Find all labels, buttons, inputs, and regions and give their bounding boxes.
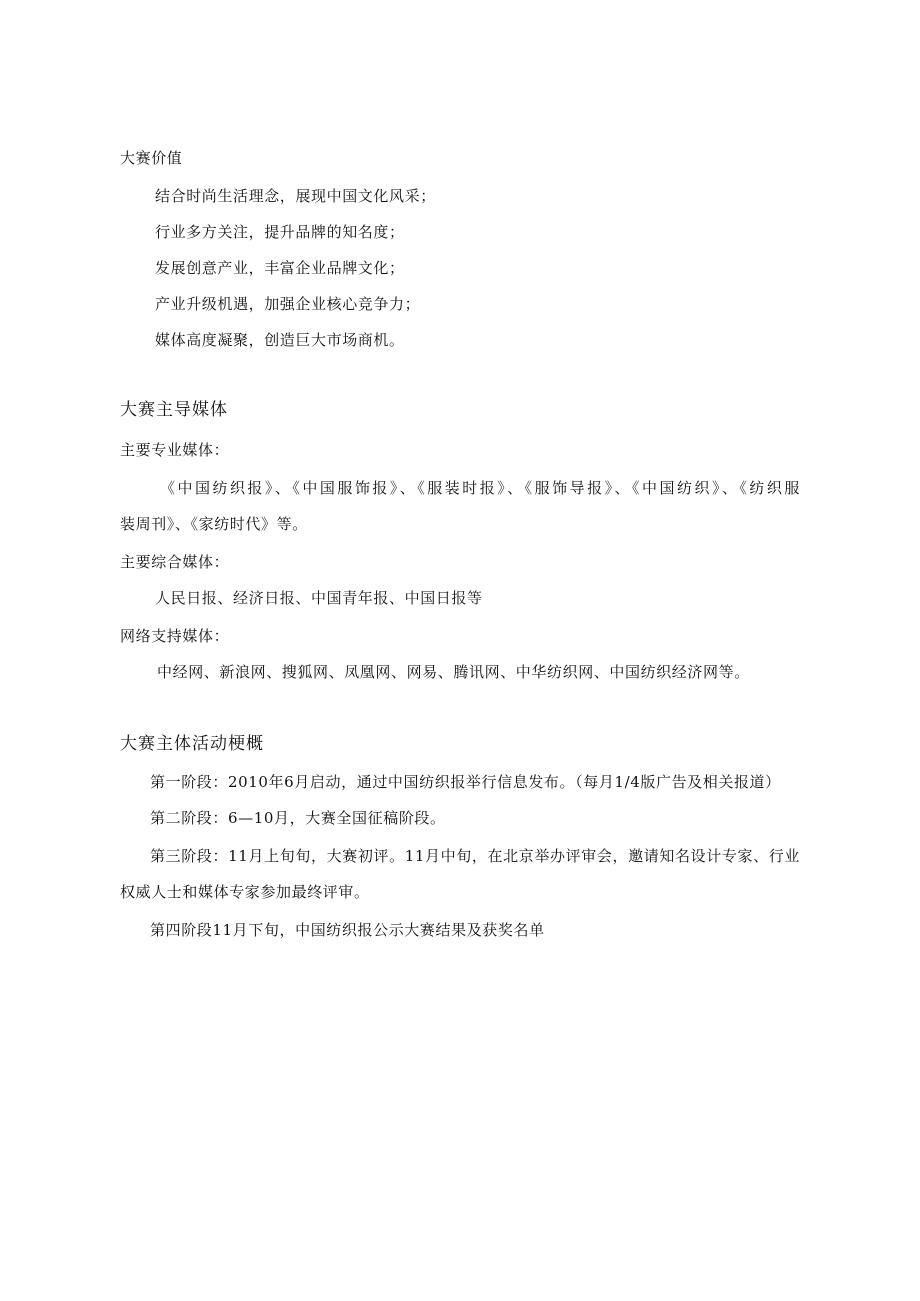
general-media-label: 主要综合媒体： — [120, 553, 230, 571]
value-item-2: 行业多方关注，提升品牌的知名度； — [155, 223, 405, 241]
value-item-5: 媒体高度凝聚，创造巨大市场商机。 — [155, 331, 405, 349]
stage-3-line-2: 权威人士和媒体专家参加最终评审。 — [120, 883, 370, 901]
professional-media-line-1: 《中国纺织报》、《中国服饰报》、《服装时报》、《服饰导报》、《中国纺织》、《纺织服 — [160, 479, 800, 497]
value-item-4: 产业升级机遇，加强企业核心竞争力； — [155, 295, 421, 313]
value-heading: 大赛价值 — [120, 149, 183, 167]
stage-3-line-1: 第三阶段：11月上旬旬，大赛初评。11月中旬，在北京举办评审会，邀请知名设计专家、行业 — [150, 847, 800, 865]
professional-media-line-2: 装周刊》、《家纺时代》等。 — [120, 515, 308, 533]
stage-1: 第一阶段：2010年6月启动，通过中国纺织报举行信息发布。（每月1/4版广告及相关报道） — [150, 773, 781, 791]
stage-4: 第四阶段11月下旬，中国纺织报公示大赛结果及获奖名单 — [150, 921, 545, 939]
media-heading: 大赛主导媒体 — [120, 400, 228, 420]
general-media-text: 人民日报、经济日报、中国青年报、中国日报等 — [155, 589, 483, 607]
online-media-text: 中经网、新浪网、搜狐网、凤凰网、网易、腾讯网、中华纺织网、中国纺织经济网等。 — [157, 663, 750, 681]
value-item-3: 发展创意产业，丰富企业品牌文化； — [155, 259, 405, 277]
online-media-label: 网络支持媒体： — [120, 627, 230, 645]
stage-2: 第二阶段：6—10月，大赛全国征稿阶段。 — [150, 809, 446, 827]
professional-media-label: 主要专业媒体： — [120, 441, 230, 459]
activity-heading: 大赛主体活动梗概 — [120, 734, 264, 754]
value-item-1: 结合时尚生活理念，展现中国文化风采； — [155, 187, 436, 205]
